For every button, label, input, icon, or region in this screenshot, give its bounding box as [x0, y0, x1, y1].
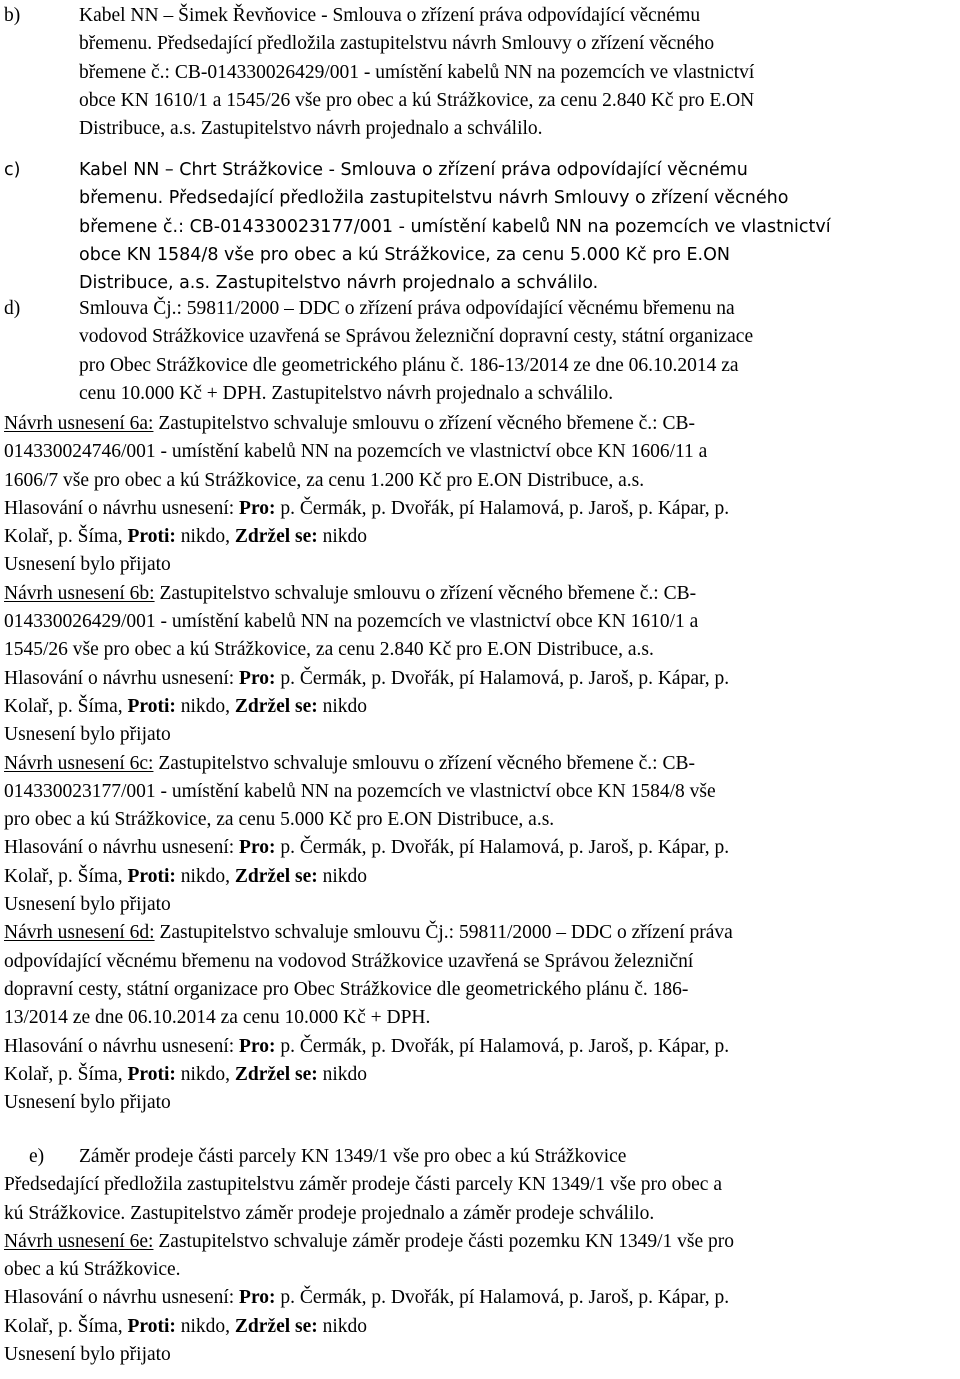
vote-line: Hlasování o návrhu usnesení: Pro: p. Čermák, p. Dvořák, pí Halamová, p. Jaroš, p. Kápar, p. — [4, 1287, 730, 1309]
resolution-6b-heading: Návrh usnesení 6b: Zastupitelstvo schvaluje smlouvu o zřízení věcného břemene č.: CB- — [4, 582, 697, 604]
item-line: břemenu. Předsedající předložila zastupitelstvu návrh Smlouvy o zřízení věcného — [79, 188, 789, 209]
vote-line: Hlasování o návrhu usnesení: Pro: p. Čermák, p. Dvořák, pí Halamová, p. Jaroš, p. Kápar, p. — [4, 1035, 730, 1057]
vote-line: Hlasování o návrhu usnesení: Pro: p. Čermák, p. Dvořák, pí Halamová, p. Jaroš, p. Kápar, p. — [4, 497, 730, 519]
resolution-label: Návrh usnesení 6a: — [4, 413, 154, 434]
item-line: Distribuce, a.s. Zastupitelstvo návrh projednalo a schválilo. — [79, 273, 599, 294]
resolution-label: Návrh usnesení 6e: — [4, 1230, 154, 1252]
resolution-6c-heading: Návrh usnesení 6c: Zastupitelstvo schvaluje smlouvu o zřízení věcného břemene č.: CB- — [4, 752, 695, 774]
resolution-line: 1545/26 vše pro obec a kú Strážkovice, za cenu 2.840 Kč pro E.ON Distribuce, a.s. — [4, 639, 654, 661]
item-line: Předsedající předložila zastupitelstvu záměr prodeje části parcely KN 1349/1 vše pro obec a — [4, 1174, 722, 1196]
item-marker: c) — [4, 160, 21, 180]
item-line: obce KN 1584/8 vše pro obec a kú Strážkovice, za cenu 5.000 Kč pro E.ON — [79, 244, 730, 265]
resolution-line: 13/2014 ze dne 06.10.2014 za cenu 10.000 Kč + DPH. — [4, 1007, 431, 1029]
item-marker: e) — [29, 1146, 45, 1167]
item-line: Distribuce, a.s. Zastupitelstvo návrh projednalo a schválilo. — [79, 118, 543, 140]
resolution-line: dopravní cesty, státní organizace pro Obec Strážkovice dle geometrického plánu č. 186- — [4, 978, 689, 1000]
resolution-line: 014330024746/001 - umístění kabelů NN na pozemcích ve vlastnictví obce KN 1606/11 a — [4, 441, 708, 463]
item-line: Smlouva Čj.: 59811/2000 – DDC o zřízení práva odpovídající věcnému břemenu na — [79, 298, 735, 319]
item-marker: d) — [4, 298, 21, 319]
vote-line: Hlasování o návrhu usnesení: Pro: p. Čermák, p. Dvořák, pí Halamová, p. Jaroš, p. Kápar, p. — [4, 837, 730, 859]
resolution-label: Návrh usnesení 6d: — [4, 922, 155, 944]
vote-line: Kolař, p. Šíma, Proti: nikdo, Zdržel se: nikdo — [4, 695, 368, 717]
item-line: pro Obec Strážkovice dle geometrického plánu č. 186-13/2014 ze dne 06.10.2014 za — [79, 354, 739, 376]
resolution-line: odpovídající věcnému břemenu na vodovod Strážkovice uzavřená se Správou železniční — [4, 950, 694, 972]
item-marker: b) — [4, 5, 21, 26]
item-line: obce KN 1610/1 a 1545/26 vše pro obec a kú Strážkovice, za cenu 2.840 Kč pro E.ON — [79, 89, 755, 111]
resolution-6e-heading: Návrh usnesení 6e: Zastupitelstvo schvaluje záměr prodeje části pozemku KN 1349/1 vše pro — [4, 1230, 734, 1252]
item-line: kú Strážkovice. Zastupitelstvo záměr prodeje projednalo a záměr prodeje schválilo. — [4, 1202, 655, 1224]
resolution-line: obec a kú Strážkovice. — [4, 1259, 181, 1281]
item-line: Kabel NN – Šimek Řevňovice - Smlouva o zřízení práva odpovídající věcnému — [79, 5, 701, 26]
resolutions-block — [4, 410, 733, 1117]
vote-result: Usnesení bylo přijato — [4, 724, 171, 746]
item-d — [4, 295, 753, 408]
resolution-label: Návrh usnesení 6c: — [4, 752, 154, 774]
vote-line: Kolař, p. Šíma, Proti: nikdo, Zdržel se: nikdo — [4, 1315, 368, 1337]
item-line: břemene č.: CB-014330023177/001 - umístění kabelů NN na pozemcích ve vlastnictví — [79, 216, 831, 237]
resolution-line: 1606/7 vše pro obec a kú Strážkovice, za cenu 1.200 Kč pro E.ON Distribuce, a.s. — [4, 469, 645, 491]
vote-line: Hlasování o návrhu usnesení: Pro: p. Čermák, p. Dvořák, pí Halamová, p. Jaroš, p. Kápar, p. — [4, 667, 730, 689]
resolution-line: pro obec a kú Strážkovice, za cenu 5.000 Kč pro E.ON Distribuce, a.s. — [4, 809, 555, 831]
resolution-line: 014330023177/001 - umístění kabelů NN na pozemcích ve vlastnictví obce KN 1584/8 vše — [4, 780, 716, 802]
resolution-label: Návrh usnesení 6b: — [4, 582, 155, 604]
item-line: Kabel NN – Chrt Strážkovice - Smlouva o zřízení práva odpovídající věcnému — [79, 160, 748, 180]
vote-result: Usnesení bylo přijato — [4, 1092, 171, 1114]
item-line: břemene č.: CB-014330026429/001 - umístění kabelů NN na pozemcích ve vlastnictví — [79, 61, 755, 83]
vote-result: Usnesení bylo přijato — [4, 554, 171, 576]
item-e — [4, 1143, 734, 1369]
vote-result: Usnesení bylo přijato — [4, 894, 171, 916]
item-line: vodovod Strážkovice uzavřená se Správou železniční dopravní cesty, státní organizace — [79, 326, 754, 348]
item-b — [4, 2, 754, 143]
vote-line: Kolař, p. Šíma, Proti: nikdo, Zdržel se: nikdo — [4, 1063, 368, 1085]
resolution-6d-heading: Návrh usnesení 6d: Zastupitelstvo schvaluje smlouvu Čj.: 59811/2000 – DDC o zřízení práva — [4, 922, 733, 944]
resolution-6a-heading: Návrh usnesení 6a: Zastupitelstvo schvaluje smlouvu o zřízení věcného břemene č.: CB- — [4, 413, 695, 434]
vote-line: Kolař, p. Šíma, Proti: nikdo, Zdržel se: nikdo — [4, 526, 368, 548]
item-c — [4, 156, 831, 297]
item-line: břemenu. Předsedající předložila zastupitelstvu návrh Smlouvy o zřízení věcného — [79, 33, 715, 55]
item-line: cenu 10.000 Kč + DPH. Zastupitelstvo návrh projednalo a schválilo. — [79, 382, 614, 404]
vote-result: Usnesení bylo přijato — [4, 1344, 171, 1366]
item-title: Záměr prodeje části parcely KN 1349/1 vše pro obec a kú Strážkovice — [79, 1146, 627, 1167]
resolution-line: 014330026429/001 - umístění kabelů NN na pozemcích ve vlastnictví obce KN 1610/1 a — [4, 611, 699, 633]
vote-line: Kolař, p. Šíma, Proti: nikdo, Zdržel se: nikdo — [4, 865, 368, 887]
